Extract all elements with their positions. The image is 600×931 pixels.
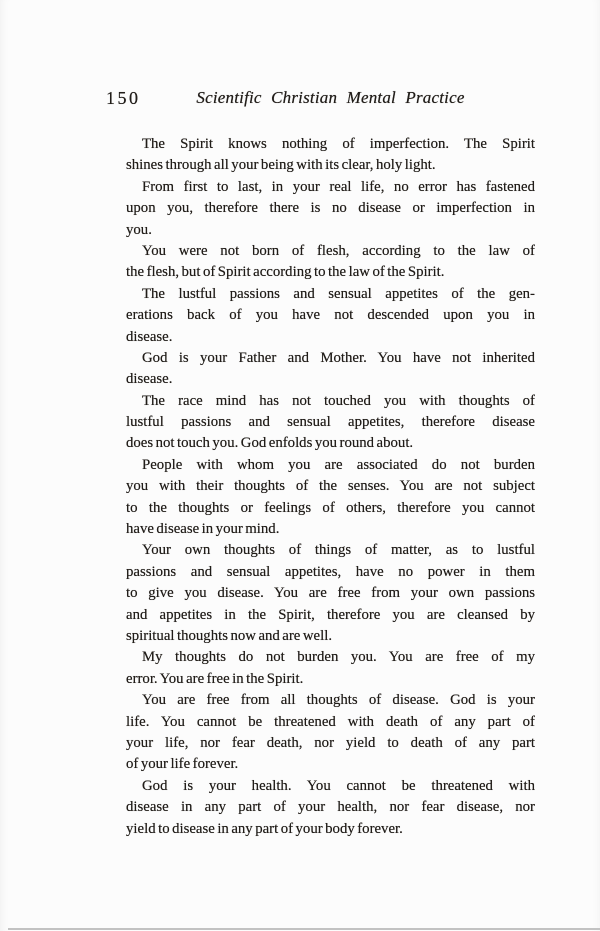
text-line: yield to disease in any part of your body forever.	[126, 820, 403, 837]
scan-bottom-edge	[8, 928, 600, 930]
paragraph	[126, 134, 535, 177]
text-line: Your own thoughts of things of matter, as to lustful	[142, 542, 535, 559]
text-line: spiritual thoughts now and are well.	[126, 627, 333, 644]
text-line: My thoughts do not burden you. You are free of my	[142, 649, 535, 666]
text-line: and appetites in the Spirit, therefore you are cleansed by	[126, 606, 535, 623]
text-line: to the thoughts or feelings of others, therefore you cannot	[126, 499, 535, 516]
text-line: You were not born of flesh, according to the law of	[142, 242, 535, 259]
paragraph	[126, 647, 535, 690]
text-line: passions and sensual appetites, have no power in them	[126, 563, 535, 580]
paragraph	[126, 776, 535, 840]
text-line: lustful passions and sensual appetites, therefore disease	[126, 414, 535, 431]
paragraph	[126, 540, 535, 647]
text-line: error. You are free in the Spirit.	[126, 670, 304, 687]
text-line: erations back of you have not descended upon you in	[126, 307, 535, 324]
paragraph	[126, 690, 535, 776]
text-line: From first to last, in your real life, no error has fastened	[142, 178, 535, 195]
paragraph	[126, 177, 535, 241]
text-line: The lustful passions and sensual appetites of the gen-	[142, 285, 535, 302]
text-line: The race mind has not touched you with thoughts of	[142, 392, 535, 409]
paragraph	[126, 348, 535, 391]
paragraph	[126, 241, 535, 284]
page-number: 150	[106, 88, 141, 108]
text-line: You are free from all thoughts of disease. God is your	[142, 692, 535, 709]
text-line: of your life forever.	[126, 756, 239, 773]
text-line: does not touch you. God enfolds you round about.	[126, 435, 414, 452]
running-header	[106, 88, 535, 110]
text-line: shines through all your being with its clear, holy light.	[126, 157, 436, 174]
text-line: life. You cannot be threatened with death of any part of	[126, 713, 535, 730]
text-line: God is your health. You cannot be threatened with	[142, 777, 535, 794]
text-line: your life, nor fear death, nor yield to death of any part	[126, 734, 535, 751]
text-line: God is your Father and Mother. You have not inherited	[142, 349, 535, 366]
paragraph	[126, 455, 535, 541]
text-line: upon you, therefore there is no disease or imperfection in	[126, 200, 535, 217]
text-line: you.	[126, 221, 152, 238]
text-line: disease.	[126, 328, 173, 345]
running-title: Scientific Christian Mental Practice	[196, 88, 465, 107]
text-line: have disease in your mind.	[126, 521, 280, 538]
text-line: People with whom you are associated do not burden	[142, 456, 535, 473]
text-line: disease in any part of your health, nor fear disease, nor	[126, 799, 535, 816]
text-line: to give you disease. You are free from your own passions	[126, 585, 535, 602]
text-line: you with their thoughts of the senses. You are not subject	[126, 478, 535, 495]
text-line: the flesh, but of Spirit according to the law of the Spirit.	[126, 264, 445, 281]
paragraph	[126, 284, 535, 348]
text-line: disease.	[126, 371, 173, 388]
text-line: The Spirit knows nothing of imperfection. The Spirit	[142, 136, 535, 152]
paragraph	[126, 391, 535, 455]
page-body	[126, 134, 535, 840]
